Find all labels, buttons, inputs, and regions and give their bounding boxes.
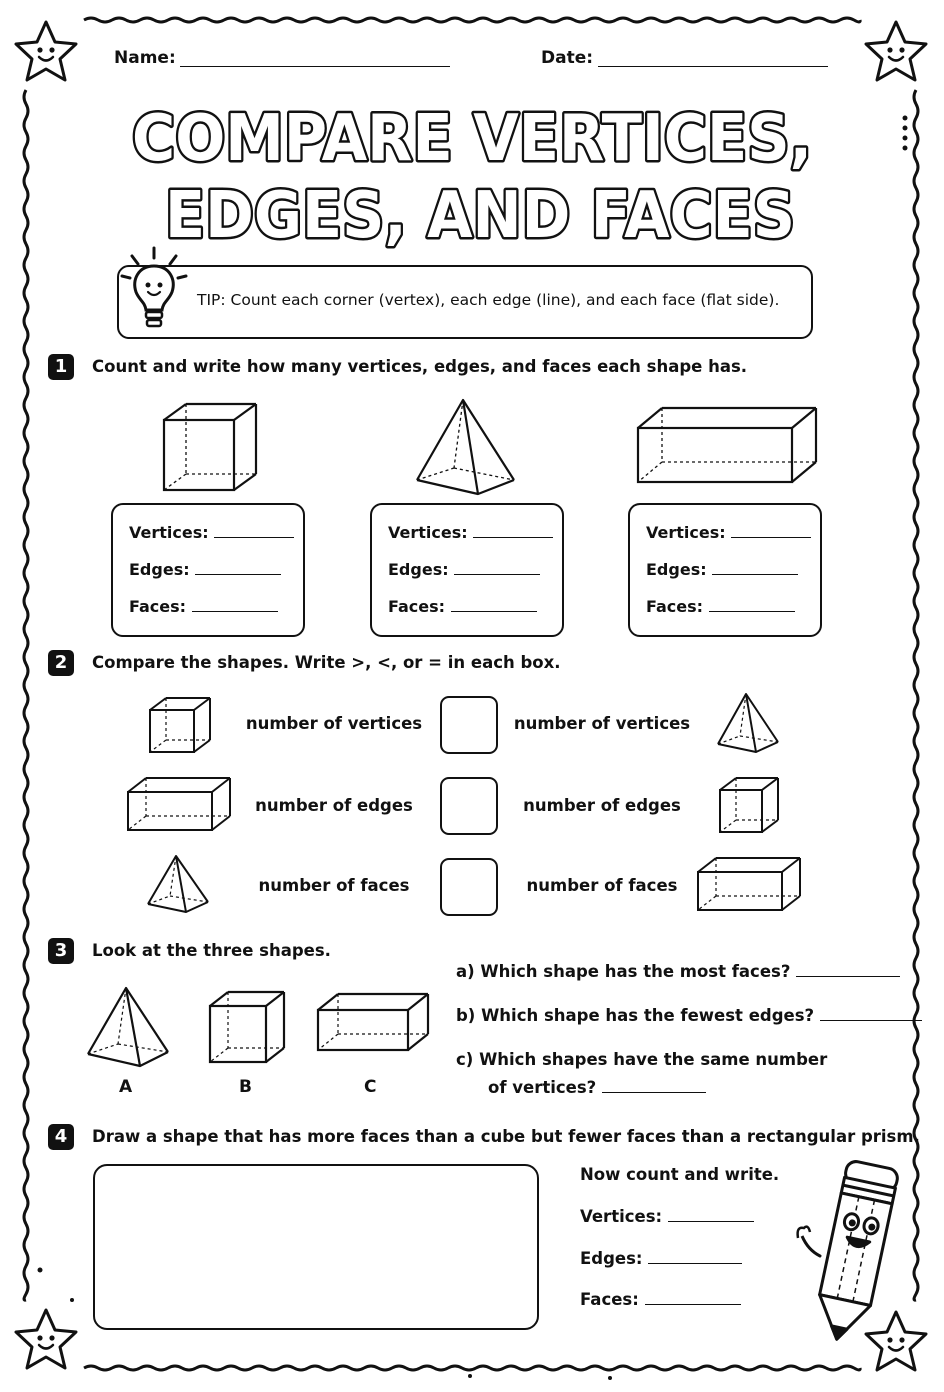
q3c-text-1: c) Which shapes have the same number — [456, 1050, 828, 1069]
vertices-label: Vertices: — [646, 523, 726, 542]
shape-label-b: B — [239, 1077, 252, 1097]
answer-line[interactable] — [645, 1303, 741, 1305]
answer-line[interactable] — [820, 1019, 922, 1021]
title-line-1: COMPARE VERTICES, — [132, 102, 812, 176]
q2-row2-right: number of edges — [523, 796, 681, 815]
edges-label: Edges: — [388, 560, 449, 579]
edges-label: Edges: — [580, 1249, 643, 1268]
answer-line[interactable] — [796, 975, 900, 977]
q2-row3-right: number of faces — [526, 876, 678, 895]
faces-label: Faces: — [388, 597, 446, 616]
answer-line[interactable] — [648, 1262, 742, 1264]
tip-text: TIP: Count each corner (vertex), each edge (line), and each face (flat side). — [197, 291, 780, 309]
q3a-text: a) Which shape has the most faces? — [456, 962, 791, 981]
vertices-label: Vertices: — [580, 1207, 663, 1226]
shape-label-a: A — [119, 1077, 133, 1097]
edges-label: Edges: — [129, 560, 190, 579]
q2-row1-right: number of vertices — [513, 714, 691, 733]
q3-prompt: Look at the three shapes. — [92, 941, 331, 960]
cube-icon — [210, 992, 284, 1062]
vertices-label: Vertices: — [388, 523, 468, 542]
answer-line[interactable] — [602, 1091, 706, 1093]
date-label: Date: — [541, 48, 594, 68]
q3c-text-2: of vertices? — [488, 1078, 597, 1097]
q2-row3-left: number of faces — [258, 876, 410, 895]
rectangular-prism-icon — [318, 994, 428, 1050]
drawing-area[interactable] — [93, 1164, 539, 1330]
q4-prompt: Draw a shape that has more faces than a cube but fewer faces than a rectangular prism. — [92, 1127, 920, 1146]
faces-label: Faces: — [580, 1290, 639, 1309]
question-number-1: 1 — [48, 354, 74, 380]
faces-label: Faces: — [646, 597, 704, 616]
q4-count-prompt: Now count and write. — [580, 1165, 780, 1184]
faces-label: Faces: — [129, 597, 187, 616]
pencil-mascot-icon — [790, 1158, 900, 1348]
question-number-3: 3 — [48, 938, 74, 964]
question-number-4: 4 — [48, 1124, 74, 1150]
q2-prompt: Compare the shapes. Write >, <, or = in each box. — [92, 653, 561, 672]
star-icon — [16, 1310, 76, 1368]
answer-line[interactable] — [668, 1220, 754, 1222]
name-label: Name: — [114, 48, 176, 68]
q1-prompt: Count and write how many vertices, edges, and faces each shape has. — [92, 357, 748, 376]
edges-label: Edges: — [646, 560, 707, 579]
q2-row2-left: number of edges — [255, 796, 413, 815]
title-line-2: EDGES, AND FACES — [165, 179, 795, 253]
vertices-label: Vertices: — [129, 523, 209, 542]
shape-label-c: C — [364, 1077, 377, 1097]
q2-row1-left: number of vertices — [245, 714, 423, 733]
q3b-text: b) Which shape has the fewest edges? — [456, 1006, 815, 1025]
pyramid-icon — [88, 988, 168, 1066]
question-number-2: 2 — [48, 650, 74, 676]
